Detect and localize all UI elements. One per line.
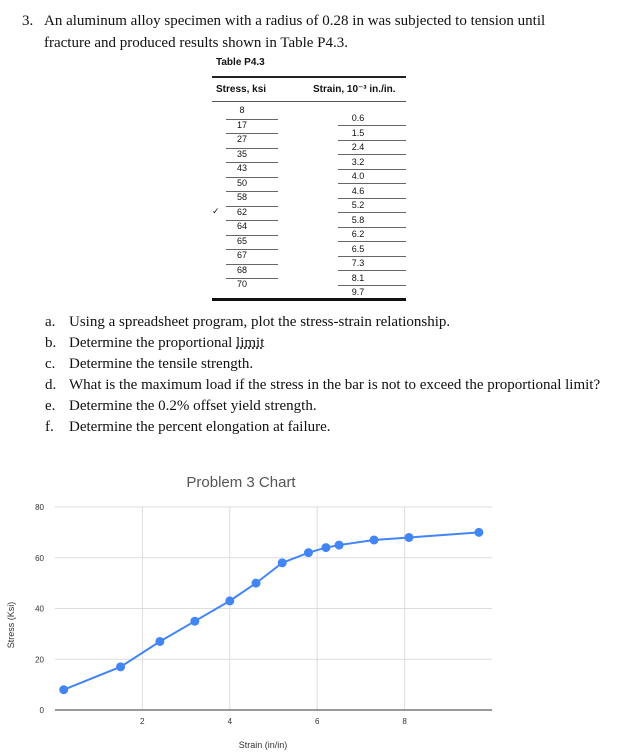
strain-cell: 1.5 — [351, 127, 365, 138]
stress-row-rule — [226, 264, 278, 265]
stress-cell: 27 — [236, 134, 247, 144]
question-letter: e. — [45, 398, 56, 414]
chart-series — [59, 528, 483, 694]
data-point — [190, 617, 199, 626]
data-point — [278, 558, 287, 567]
question-f — [45, 417, 605, 438]
table-caption: Table P4.3 — [216, 57, 265, 68]
stress-cell: 35 — [236, 148, 247, 159]
stress-row-rule — [226, 148, 278, 149]
question-a — [45, 312, 605, 333]
question-text: Determine the tensile strength. — [69, 356, 254, 372]
strain-row-rule — [338, 285, 406, 286]
data-point — [474, 528, 483, 537]
question-b — [45, 333, 605, 354]
stress-cell: 68 — [236, 264, 247, 275]
strain-cell: 6.2 — [351, 229, 365, 239]
question-letter: b. — [45, 335, 57, 351]
stress-row-rule — [226, 119, 278, 120]
question-text: What is the maximum load if the stress in the bar is not to exceed the proportional limit? — [69, 377, 601, 393]
strain-cell: 3.2 — [351, 156, 365, 167]
data-point — [304, 548, 313, 557]
problem-number: 3. — [22, 13, 34, 29]
stress-cell: 65 — [236, 235, 247, 246]
strain-cell: 0.6 — [351, 113, 365, 123]
strain-row-rule — [338, 154, 406, 155]
question-d — [45, 375, 605, 396]
stress-cell: 67 — [236, 250, 247, 260]
problem-line-1: An aluminum alloy specimen with a radius of 0.28 in was subjected to tension until — [44, 13, 546, 29]
data-point — [321, 543, 330, 552]
strain-cell: 4.0 — [351, 171, 365, 181]
table-header-rule — [212, 101, 406, 102]
stress-row-rule — [226, 249, 278, 250]
problem-statement — [22, 10, 612, 54]
stress-cell: 43 — [236, 163, 247, 173]
y-tick-label: 60 — [35, 553, 44, 563]
data-point — [59, 685, 68, 694]
question-text: Determine the percent elongation at failure. — [69, 419, 331, 435]
strain-cell: 7.3 — [351, 258, 365, 268]
strain-row-rule — [338, 183, 406, 184]
stress-cell: 62 — [236, 206, 247, 217]
stress-row-rule — [226, 162, 278, 163]
strain-cell: 5.8 — [351, 214, 365, 225]
stress-row-rule — [226, 133, 278, 134]
question-text: Using a spreadsheet program, plot the stress-strain relationship. — [69, 314, 451, 330]
handwritten-check-mark: ✓ — [212, 206, 220, 216]
table-bottom-rule — [212, 298, 406, 301]
data-point — [116, 662, 125, 671]
chart-title: Problem 3 Chart — [186, 474, 296, 491]
stress-row-rule — [226, 177, 278, 178]
y-tick-label: 20 — [35, 655, 44, 665]
y-tick-label: 80 — [35, 503, 44, 512]
stress-row-rule — [226, 235, 278, 236]
strain-cell: 8.1 — [351, 272, 365, 283]
strain-row-rule — [338, 140, 406, 141]
strain-cell: 2.4 — [351, 142, 365, 152]
strain-row-rule — [338, 256, 406, 257]
strain-row-rule — [338, 212, 406, 213]
strain-column-header: Strain, 10⁻³ in./in. — [313, 84, 396, 95]
data-point — [252, 579, 261, 588]
strain-row-rule — [338, 125, 406, 126]
question-text: Determine the proportional — [69, 335, 237, 351]
data-point — [404, 533, 413, 542]
strain-cell: 9.7 — [351, 287, 365, 297]
strain-row-rule — [338, 270, 406, 271]
strain-cell: 6.5 — [351, 243, 365, 254]
x-tick-label: 8 — [402, 717, 407, 726]
data-point — [370, 535, 379, 544]
x-tick-label: 4 — [227, 717, 233, 726]
table-top-rule — [212, 76, 406, 78]
x-tick-label: 6 — [314, 717, 320, 726]
stress-row-rule — [226, 206, 278, 207]
spellcheck-underlined-word: limit — [236, 335, 265, 351]
stress-cell: 58 — [236, 192, 247, 202]
stress-cell: 50 — [236, 177, 247, 188]
data-point — [225, 596, 234, 605]
stress-cell: 70 — [236, 279, 247, 289]
question-letter: d. — [45, 377, 57, 393]
strain-cell: 5.2 — [351, 200, 365, 210]
question-letter: c. — [45, 356, 56, 372]
x-tick-label: 2 — [140, 717, 145, 726]
stress-row-rule — [226, 191, 278, 192]
question-list — [45, 312, 605, 438]
y-tick-label: 40 — [35, 604, 44, 614]
y-axis-label: Stress (Ksi) — [6, 601, 16, 649]
question-letter: a. — [45, 314, 56, 330]
y-tick-label: 0 — [39, 706, 44, 715]
strain-row-rule — [338, 198, 406, 199]
strain-row-rule — [338, 241, 406, 242]
stress-cell: 17 — [236, 119, 247, 130]
stress-row-rule — [226, 220, 278, 221]
stress-column-header: Stress, ksi — [216, 84, 267, 95]
stress-cell: 8 — [239, 105, 245, 115]
data-point — [335, 541, 344, 550]
strain-row-rule — [338, 169, 406, 170]
data-point — [155, 637, 164, 646]
strain-row-rule — [338, 227, 406, 228]
x-axis-label: Strain (in/in) — [238, 740, 288, 750]
strain-cell: 4.6 — [351, 185, 365, 196]
stress-row-rule — [226, 278, 278, 279]
question-text: Determine the 0.2% offset yield strength. — [69, 398, 317, 414]
stress-cell: 64 — [236, 221, 247, 231]
question-c — [45, 354, 605, 375]
stress-strain-chart — [0, 465, 627, 753]
problem-line-2: fracture and produced results shown in Table P4.3. — [44, 35, 349, 51]
question-letter: f. — [45, 419, 54, 435]
chart-grid — [55, 507, 492, 710]
question-e — [45, 396, 605, 417]
series-line — [64, 532, 479, 689]
